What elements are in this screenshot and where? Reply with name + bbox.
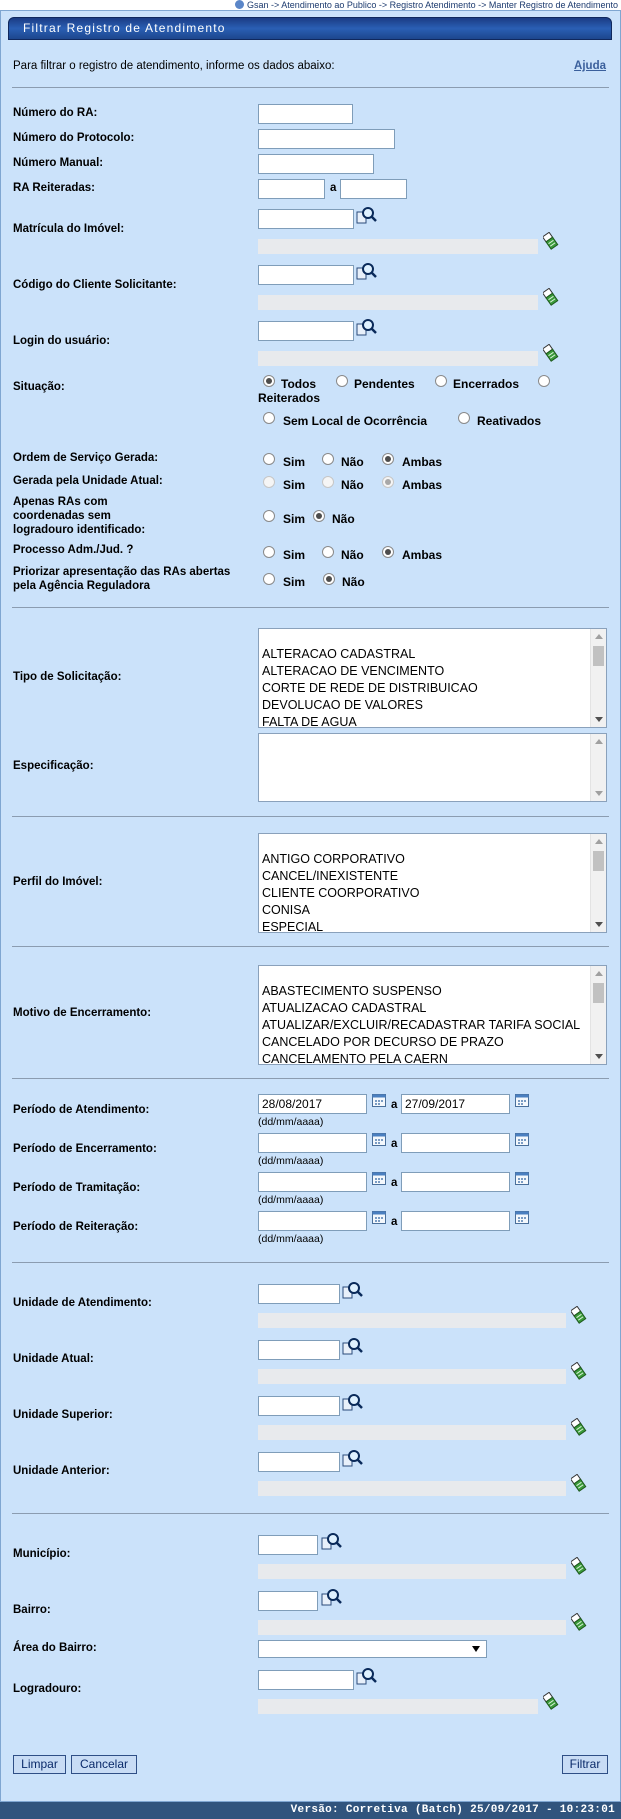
unidade-anterior-clear-eraser-icon[interactable]: [571, 1474, 588, 1493]
unidade-superior-label: Unidade Superior:: [13, 1409, 113, 1421]
municipio-search-icon[interactable]: [321, 1532, 343, 1552]
priorizar-nao-label: Não: [342, 575, 365, 589]
area-bairro-select[interactable]: [258, 1640, 487, 1658]
codigo-cliente-description: [258, 295, 538, 310]
periodo-encerramento-inicio-input[interactable]: [258, 1133, 367, 1153]
divider: [12, 816, 609, 817]
calendar-icon[interactable]: [515, 1133, 529, 1146]
priorizar-sim-radio[interactable]: [263, 573, 275, 585]
tipo-solicitacao-label: Tipo de Solicitação:: [13, 671, 122, 683]
date-format-hint: (dd/mm/aaaa): [258, 1194, 324, 1206]
cancelar-button[interactable]: Cancelar: [71, 1755, 137, 1774]
codigo-cliente-search-icon[interactable]: [356, 262, 378, 282]
list-item[interactable]: CANCELADO POR DECURSO DE PRAZO: [262, 1035, 504, 1049]
calendar-icon[interactable]: [515, 1211, 529, 1224]
ordem-servico-ambas-label: Ambas: [402, 455, 443, 469]
intro-text: Para filtrar o registro de atendimento, informe os dados abaixo:: [13, 60, 335, 72]
situacao-todos-radio[interactable]: [263, 375, 275, 387]
login-usuario-label: Login do usuário:: [13, 335, 111, 347]
especificacao-label: Especificação:: [13, 760, 94, 772]
bairro-input[interactable]: [258, 1591, 318, 1611]
unidade-atual-clear-eraser-icon[interactable]: [571, 1362, 588, 1381]
unidade-atual-search-icon[interactable]: [342, 1337, 364, 1357]
list-item[interactable]: ATUALIZAR/EXCLUIR/RECADASTRAR TARIFA SOCIAL: [262, 1018, 581, 1032]
login-usuario-clear-eraser-icon[interactable]: [543, 344, 560, 363]
list-item[interactable]: ESPECIAL: [262, 920, 324, 933]
unidade-anterior-input[interactable]: [258, 1452, 340, 1472]
bairro-description: [258, 1620, 566, 1635]
processo-adm-ambas-radio[interactable]: [382, 546, 394, 558]
unidade-superior-clear-eraser-icon[interactable]: [571, 1418, 588, 1437]
ordem-servico-sim-radio[interactable]: [263, 453, 275, 465]
unidade-superior-description: [258, 1425, 566, 1440]
gerada-unidade-ambas-radio: [382, 476, 394, 488]
bairro-search-icon[interactable]: [321, 1588, 343, 1608]
list-item[interactable]: ANTIGO CORPORATIVO: [262, 852, 405, 866]
tipo-solicitacao-listbox[interactable]: [258, 628, 607, 728]
processo-adm-ambas-label: Ambas: [402, 548, 443, 562]
logradouro-input[interactable]: [258, 1670, 354, 1690]
priorizar-sim-label: Sim: [283, 575, 306, 589]
divider: [12, 1262, 609, 1263]
situacao-todos-label: Todos: [281, 377, 317, 391]
list-item[interactable]: CLIENTE COORPORATIVO: [262, 886, 420, 900]
periodo-encerramento-label: Período de Encerramento:: [13, 1143, 157, 1155]
situacao-reativados-label: Reativados: [477, 414, 542, 428]
ordem-servico-label: Ordem de Serviço Gerada:: [13, 452, 159, 464]
area-bairro-label: Área do Bairro:: [13, 1642, 97, 1654]
gerada-unidade-sim-radio: [263, 476, 275, 488]
situacao-reiterados-label: Reiterados: [258, 391, 321, 405]
ordem-servico-nao-label: Não: [341, 455, 364, 469]
periodo-atendimento-fim-input[interactable]: 27/09/2017: [401, 1094, 510, 1114]
periodo-tramitacao-inicio-input[interactable]: [258, 1172, 367, 1192]
especificacao-listbox[interactable]: [258, 733, 607, 802]
list-item[interactable]: CORTE DE REDE DE DISTRIBUICAO: [262, 681, 478, 695]
situacao-reativados-radio[interactable]: [458, 412, 470, 424]
gsan-logo-icon: [235, 0, 244, 9]
bairro-clear-eraser-icon[interactable]: [571, 1613, 588, 1632]
numero-manual-input[interactable]: [258, 154, 374, 174]
motivo-encerramento-listbox[interactable]: [258, 965, 607, 1065]
list-item[interactable]: DEVOLUCAO DE VALORES: [262, 698, 423, 712]
processo-adm-nao-label: Não: [341, 548, 364, 562]
unidade-atendimento-label: Unidade de Atendimento:: [13, 1297, 152, 1309]
logradouro-clear-eraser-icon[interactable]: [543, 1692, 560, 1711]
date-format-hint: (dd/mm/aaaa): [258, 1155, 324, 1167]
version-footer: Versão: Corretiva (Batch) 25/09/2017 - 10:23:01: [0, 1802, 621, 1819]
chevron-down-icon: [472, 1646, 480, 1652]
list-item[interactable]: CANCEL/INEXISTENTE: [262, 869, 399, 883]
processo-adm-sim-radio[interactable]: [263, 546, 275, 558]
periodo-tramitacao-fim-input[interactable]: [401, 1172, 510, 1192]
calendar-icon[interactable]: [515, 1094, 529, 1107]
periodo-reiteracao-label: Período de Reiteração:: [13, 1221, 139, 1233]
processo-adm-label: Processo Adm./Jud. ?: [13, 544, 134, 556]
bairro-label: Bairro:: [13, 1604, 51, 1616]
periodo-atendimento-separator: a: [391, 1099, 398, 1111]
matricula-imovel-input[interactable]: [258, 209, 354, 229]
unidade-atendimento-description: [258, 1313, 566, 1328]
scrollbar[interactable]: [590, 834, 606, 932]
processo-adm-nao-radio[interactable]: [322, 546, 334, 558]
situacao-encerrados-radio[interactable]: [435, 375, 447, 387]
gerada-unidade-ambas-label: Ambas: [402, 478, 443, 492]
gerada-unidade-nao-label: Não: [341, 478, 364, 492]
motivo-encerramento-label: Motivo de Encerramento:: [13, 1007, 152, 1019]
calendar-icon[interactable]: [372, 1172, 386, 1185]
list-item[interactable]: ALTERACAO DE VENCIMENTO: [262, 664, 445, 678]
limpar-button[interactable]: Limpar: [13, 1755, 66, 1774]
municipio-clear-eraser-icon[interactable]: [571, 1557, 588, 1576]
codigo-cliente-label: Código do Cliente Solicitante:: [13, 279, 177, 291]
unidade-atendimento-search-icon[interactable]: [342, 1281, 364, 1301]
scrollbar[interactable]: [590, 734, 606, 801]
divider: [12, 1513, 609, 1514]
login-usuario-description: [258, 351, 538, 366]
ra-reiteradas-start-input[interactable]: [258, 179, 325, 199]
periodo-atendimento-inicio-input[interactable]: 28/08/2017: [258, 1094, 367, 1114]
filtrar-button[interactable]: Filtrar: [562, 1755, 608, 1774]
unidade-atendimento-input[interactable]: [258, 1284, 340, 1304]
divider: [12, 946, 609, 947]
divider: [12, 607, 609, 608]
periodo-tramitacao-separator: a: [391, 1177, 398, 1189]
numero-ra-label: Número do RA:: [13, 107, 98, 119]
gerada-unidade-sim-label: Sim: [283, 478, 306, 492]
list-item[interactable]: CANCELAMENTO PELA CAERN: [262, 1052, 448, 1065]
calendar-icon[interactable]: [372, 1211, 386, 1224]
apenas-ras-label-line1: Apenas RAs com: [13, 496, 108, 508]
processo-adm-sim-label: Sim: [283, 548, 306, 562]
scrollbar[interactable]: [590, 629, 606, 727]
numero-manual-label: Número Manual:: [13, 157, 104, 169]
ra-reiteradas-end-input[interactable]: [340, 179, 407, 199]
situacao-reiterados-radio[interactable]: [538, 375, 550, 387]
apenas-ras-sim-label: Sim: [283, 512, 306, 526]
matricula-imovel-label: Matrícula do Imóvel:: [13, 223, 125, 235]
ra-reiteradas-label: RA Reiteradas:: [13, 182, 96, 194]
periodo-reiteracao-separator: a: [391, 1216, 398, 1228]
perfil-imovel-listbox[interactable]: [258, 833, 607, 933]
unidade-anterior-description: [258, 1481, 566, 1496]
situacao-pendentes-label: Pendentes: [354, 377, 415, 391]
unidade-atendimento-clear-eraser-icon[interactable]: [571, 1306, 588, 1325]
calendar-icon[interactable]: [372, 1133, 386, 1146]
breadcrumb-text: Gsan -> Atendimento ao Publico -> Registro Atendimento -> Manter Registro de Atendimento: [247, 0, 618, 10]
page-title: Filtrar Registro de Atendimento: [8, 17, 612, 40]
ra-reiteradas-separator: a: [330, 182, 337, 194]
help-link[interactable]: Ajuda: [574, 60, 606, 72]
situacao-encerrados-label: Encerrados: [453, 377, 520, 391]
gerada-unidade-nao-radio: [322, 476, 334, 488]
list-item[interactable]: FALTA DE AGUA: [262, 715, 357, 728]
apenas-ras-label-line3: logradouro identificado:: [13, 524, 146, 536]
matricula-search-icon[interactable]: [356, 206, 378, 226]
unidade-atual-label: Unidade Atual:: [13, 1353, 94, 1365]
list-item[interactable]: ALTERACAO CADASTRAL: [262, 647, 416, 661]
periodo-encerramento-separator: a: [391, 1138, 398, 1150]
divider: [12, 1078, 609, 1079]
municipio-input[interactable]: [258, 1535, 318, 1555]
situacao-pendentes-radio[interactable]: [336, 375, 348, 387]
list-item[interactable]: ATUALIZACAO CADASTRAL: [262, 1001, 427, 1015]
periodo-encerramento-fim-input[interactable]: [401, 1133, 510, 1153]
login-usuario-input[interactable]: [258, 321, 354, 341]
breadcrumb: [235, 0, 618, 10]
apenas-ras-sim-radio[interactable]: [263, 510, 275, 522]
logradouro-label: Logradouro:: [13, 1683, 82, 1695]
codigo-cliente-input[interactable]: [258, 265, 354, 285]
numero-ra-input[interactable]: [258, 104, 353, 124]
divider: [12, 87, 609, 88]
ordem-servico-sim-label: Sim: [283, 455, 306, 469]
date-format-hint: (dd/mm/aaaa): [258, 1116, 324, 1128]
unidade-anterior-search-icon[interactable]: [342, 1449, 364, 1469]
list-item[interactable]: ABASTECIMENTO SUSPENSO: [262, 984, 442, 998]
unidade-anterior-label: Unidade Anterior:: [13, 1465, 110, 1477]
periodo-atendimento-label: Período de Atendimento:: [13, 1104, 150, 1116]
perfil-imovel-label: Perfil do Imóvel:: [13, 876, 103, 888]
matricula-clear-eraser-icon[interactable]: [543, 232, 560, 251]
ordem-servico-ambas-radio[interactable]: [382, 453, 394, 465]
ordem-servico-nao-radio[interactable]: [322, 453, 334, 465]
apenas-ras-nao-label: Não: [332, 512, 355, 526]
municipio-label: Município:: [13, 1548, 71, 1560]
gerada-unidade-label: Gerada pela Unidade Atual:: [13, 475, 163, 487]
priorizar-nao-radio[interactable]: [323, 573, 335, 585]
numero-protocolo-input[interactable]: [258, 129, 395, 149]
unidade-superior-input[interactable]: [258, 1396, 340, 1416]
logradouro-description: [258, 1699, 538, 1714]
list-item[interactable]: CONISA: [262, 903, 310, 917]
periodo-tramitacao-label: Período de Tramitação:: [13, 1182, 141, 1194]
logradouro-search-icon[interactable]: [356, 1667, 378, 1687]
periodo-reiteracao-fim-input[interactable]: [401, 1211, 510, 1231]
situacao-sem-local-radio[interactable]: [263, 412, 275, 424]
situacao-sem-local-label: Sem Local de Ocorrência: [283, 414, 428, 428]
priorizar-label-line1: Priorizar apresentação das RAs abertas: [13, 566, 231, 578]
priorizar-label-line2: pela Agência Reguladora: [13, 580, 150, 592]
matricula-imovel-description: [258, 239, 538, 254]
calendar-icon[interactable]: [515, 1172, 529, 1185]
apenas-ras-label-line2: coordenadas sem: [13, 510, 111, 522]
apenas-ras-nao-radio[interactable]: [313, 510, 325, 522]
login-usuario-search-icon[interactable]: [356, 318, 378, 338]
periodo-reiteracao-inicio-input[interactable]: [258, 1211, 367, 1231]
scrollbar[interactable]: [590, 966, 606, 1064]
municipio-description: [258, 1564, 566, 1579]
unidade-atual-input[interactable]: [258, 1340, 340, 1360]
numero-protocolo-label: Número do Protocolo:: [13, 132, 135, 144]
date-format-hint: (dd/mm/aaaa): [258, 1233, 324, 1245]
calendar-icon[interactable]: [372, 1094, 386, 1107]
situacao-label: Situação:: [13, 381, 65, 393]
unidade-superior-search-icon[interactable]: [342, 1393, 364, 1413]
unidade-atual-description: [258, 1369, 566, 1384]
codigo-cliente-clear-eraser-icon[interactable]: [543, 288, 560, 307]
